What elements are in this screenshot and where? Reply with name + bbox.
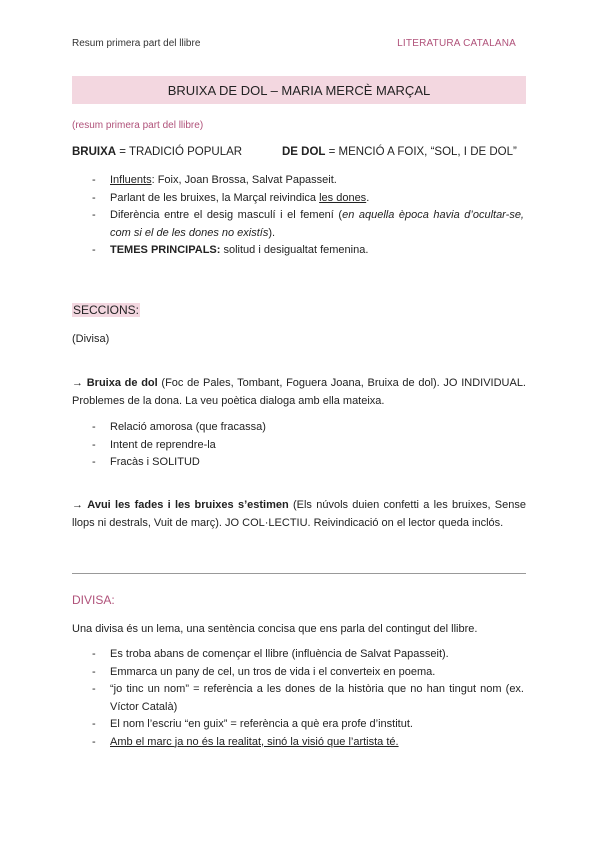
divisa-paren: (Divisa) <box>72 333 110 345</box>
list-item: - Intent de reprendre-la <box>92 437 524 455</box>
divisa-intro: Una divisa és un lema, una sentència concisa que ens parla del contingut del llibre. <box>72 623 478 635</box>
list-item: - Es troba abans de començar el llibre (influència de Salvat Papasseit). <box>92 646 524 664</box>
avui-section-paragraph: → Avui les fades i les bruixes s’estimen (Els núvols duien confetti a les bruixes, Sense llops ni destrals, Vuit de març). JO COL·LECTIU. Reivindicació on el lector queda inclós. <box>72 499 526 529</box>
dedol-meaning <box>282 146 517 158</box>
list-item: - TEMES PRINCIPALS: solitud i desigualtat femenina. <box>92 242 524 260</box>
divisa-bullet-list <box>92 646 524 751</box>
header-right: LITERATURA CATALANA <box>397 38 516 49</box>
bruixa-section-paragraph: → Bruixa de dol (Foc de Pales, Tombant, Foguera Joana, Bruixa de dol). JO INDIVIDUAL. Problemes de la dona. La veu poètica dialoga amb ella mateixa. <box>72 377 526 407</box>
arrow-icon: → <box>72 499 88 511</box>
list-item: - Emmarca un pany de cel, un tros de vida i el converteix en poema. <box>92 664 524 682</box>
temes-label: TEMES PRINCIPALS: <box>110 244 221 256</box>
seccions-heading: SECCIONS: <box>73 303 140 317</box>
list-item: - Parlant de les bruixes, la Marçal reivindica les dones. <box>92 190 524 208</box>
document-title: BRUIXA DE DOL – MARIA MERCÈ MARÇAL <box>167 82 431 98</box>
title-meaning-row <box>72 146 528 158</box>
les-dones-underlined: les dones <box>319 191 367 204</box>
avui-section-title: Avui les fades i les bruixes s’estimen <box>87 499 289 511</box>
subtitle: (resum primera part del llibre) <box>72 120 204 131</box>
title-band <box>72 76 526 104</box>
list-item: - El nom l’escriu “en guix” = referència a què era profe d’institut. <box>92 716 524 734</box>
intro-bullet-list <box>92 172 524 260</box>
header-left: Resum primera part del llibre <box>72 38 201 49</box>
section-divider <box>72 573 526 574</box>
list-item <box>92 734 524 752</box>
influents-label: Influents <box>110 174 152 186</box>
list-item: - Fracàs i SOLITUD <box>92 454 524 472</box>
bruixa-meaning <box>72 146 242 158</box>
bruixa-definition: = TRADICIÓ POPULAR <box>116 146 243 158</box>
italic-note: en aquella època havia d’ocultar-se, com si el de les dones no existís <box>110 209 524 239</box>
list-item: - “jo tinc un nom” = referència a les dones de la història que no han tingut nom (ex. Víctor Català) <box>92 681 524 716</box>
bruixa-term: BRUIXA <box>72 146 117 158</box>
divisa-heading: DIVISA: <box>72 593 115 607</box>
list-item: - Diferència entre el desig masculí i el femení (en aquella època havia d’ocultar-se, com si el de les dones no existís). <box>92 207 524 242</box>
list-item: - Influents: Foix, Joan Brossa, Salvat Papasseit. <box>92 172 524 190</box>
dedol-term: DE DOL <box>282 146 326 158</box>
bruixa-bullet-list <box>92 419 524 472</box>
underlined-conclusion: Amb el marc ja no és la realitat, sinó la visió que l’artista té. <box>110 735 399 748</box>
bruixa-section-title: Bruixa de dol <box>86 377 158 389</box>
list-item: - Relació amorosa (que fracassa) <box>92 419 524 437</box>
arrow-icon: → <box>72 377 87 389</box>
dedol-definition: = MENCIÓ A FOIX, “SOL, I DE DOL” <box>325 146 517 158</box>
